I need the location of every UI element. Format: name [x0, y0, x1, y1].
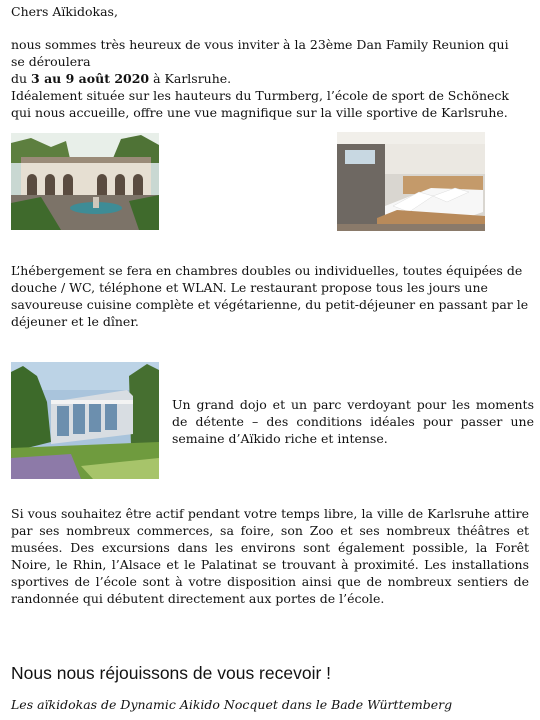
city-activities-paragraph: Si vous souhaitez être actif pendant votre temps libre, la ville de Karlsruhe attire par ses nombreux commerces, sa foire, son Zoo et ses nombreux théâtres et musées. Des excursions dans les environs sont également possible, la Forêt Noire, le Rhin, l’Alsace et le Palatinat se trouvant à proximité. Les installations sportives de l’école sont à votre disposition ainsi que de nombreux sentiers de randonnée qui débutent directement aux portes de l’école.	[11, 506, 529, 606]
dojo-park-photo	[11, 362, 159, 479]
dates-prefix: du	[11, 71, 32, 86]
greeting: Chers Aïkidokas,	[11, 4, 118, 19]
intro-paragraph-line1: nous sommes très heureux de vous inviter à la 23ème Dan Family Reunion qui se déroulera	[11, 37, 509, 69]
courtyard-photo	[11, 133, 159, 230]
dojo-paragraph: Un grand dojo et un parc verdoyant pour les moments de détente – des conditions idéales pour passer une semaine d’Aïkido riche et intense.	[172, 397, 534, 446]
signature: Les aïkidokas de Dynamic Aikido Nocquet dans le Bade Württemberg	[11, 697, 453, 712]
closing-heading: Nous nous réjouissons de vous recevoir !	[11, 663, 332, 683]
bedroom-photo	[337, 132, 485, 231]
dates-suffix: à Karlsruhe.	[149, 71, 232, 86]
event-dates: 3 au 9 août 2020	[31, 71, 150, 86]
intro-dates	[11, 70, 231, 87]
location-paragraph: Idéalement située sur les hauteurs du Turmberg, l’école de sport de Schöneck qui nous accueille, offre une vue magnifique sur la ville sportive de Karlsruhe.	[11, 88, 509, 120]
accommodation-paragraph: L’hébergement se fera en chambres doubles ou individuelles, toutes équipées de douche / WC, téléphone et WLAN. Le restaurant propose tous les jours une savoureuse cuisine complète et végétarienne, du petit-déjeuner en passant par le déjeuner et le dîner.	[11, 263, 529, 329]
